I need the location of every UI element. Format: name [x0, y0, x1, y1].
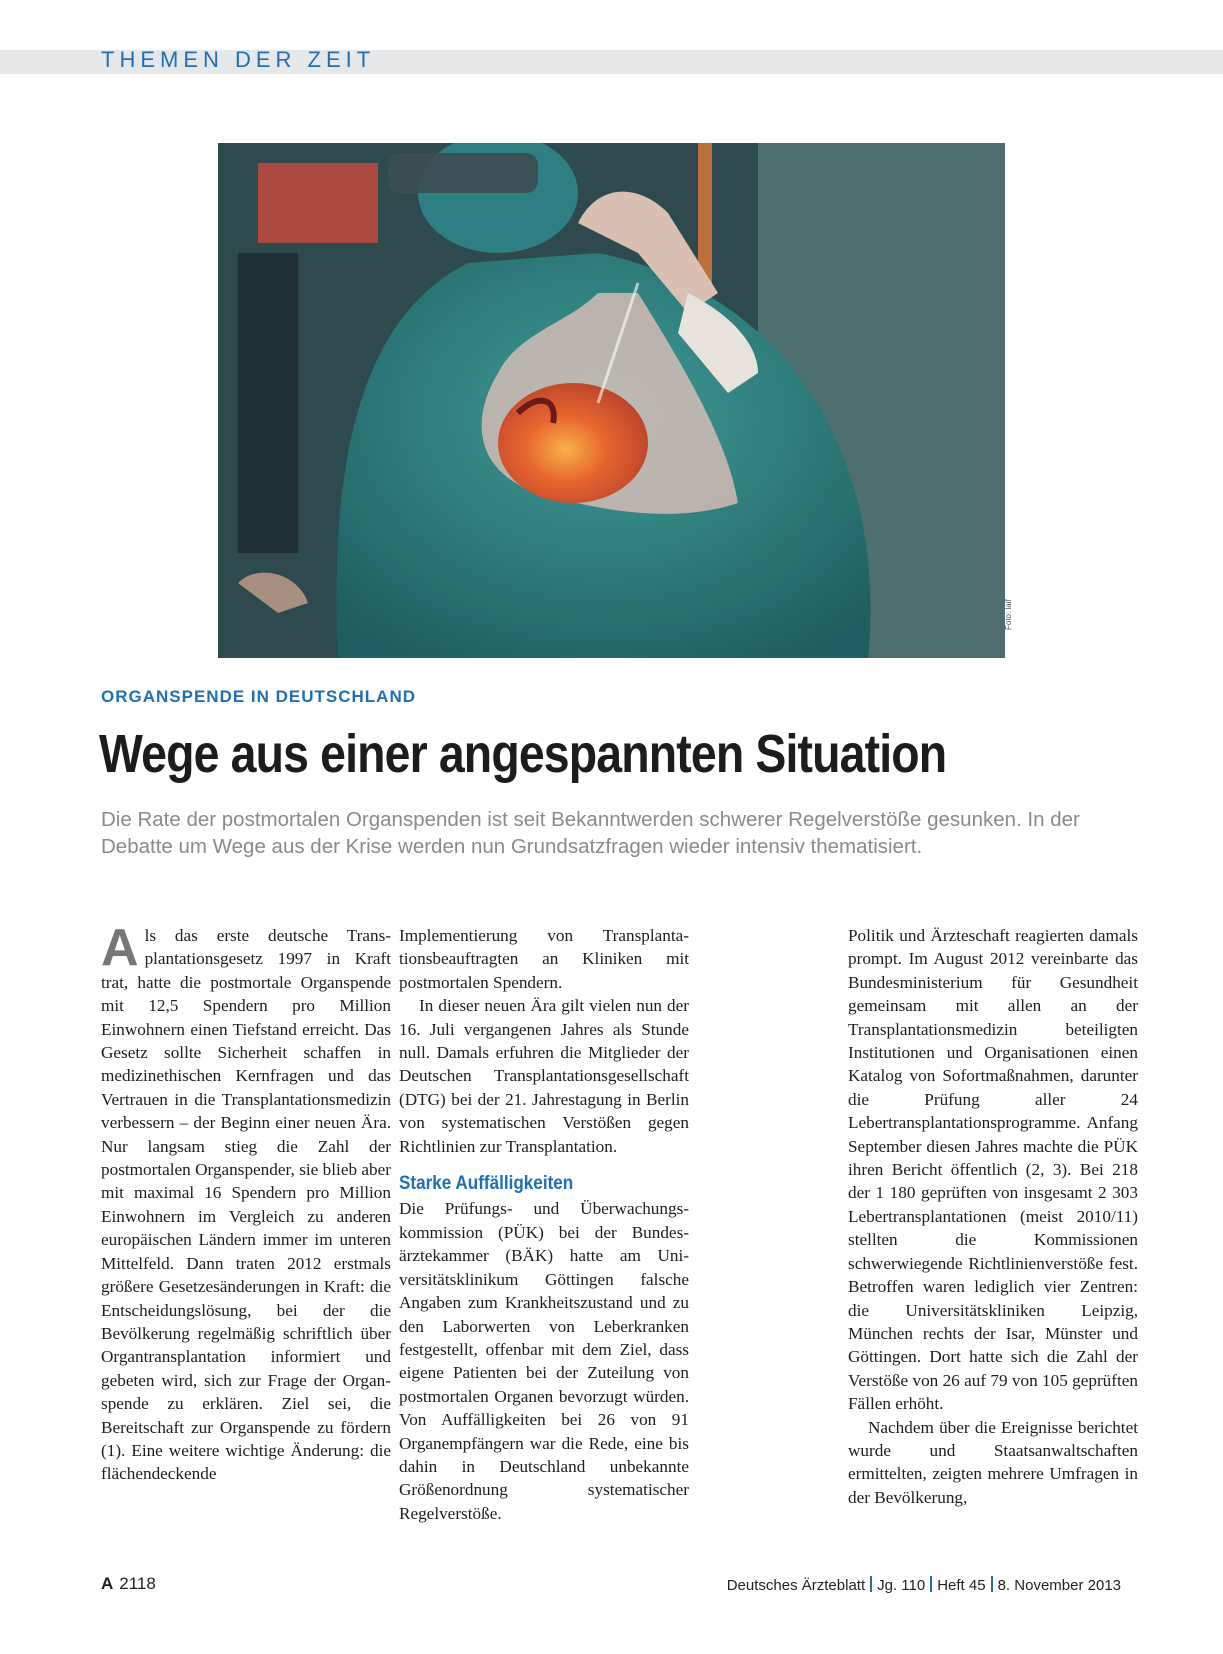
journal-name: Deutsches Ärzteblatt	[726, 1577, 866, 1594]
journal-date: 8. November 2013	[997, 1577, 1121, 1594]
section-label: THEMEN DER ZEIT	[101, 47, 376, 72]
body-paragraph: Politik und Ärzteschaft reagierten damals prompt. Im August 2012 vereinbarte das Bundesministerium für Gesundheit gemeinsam mit allen an der Transplantationsmedizin beteiligten Institutionen und Organisationen einen Katalog von Sofortmaßnahmen, darunter die Prüfung aller 24 Lebertransplantationsprogramme. Anfang September diesen Jahres machte die PÜK ihren Bericht öffentlich (2, 3). Bei 218 der 1 180 geprüften von insgesamt 2 303 Lebertransplantationen (meist 2010/11) stellten die Kommissionen schwerwiegende Richtlinienverstöße fest. Betroffen waren lediglich vier Zentren: die Universitätskliniken Leipzig, München rechts der Isar, Münster und Göttingen. Dort hatte sich die Zahl der Verstöße von 26 auf 79 von 105 geprüften Fällen erhöht.	[848, 926, 1138, 1414]
body-paragraph: In dieser neuen Ära gilt vielen nun der 16. Juli vergangenen Jahres als Stunde null. Damals erfuhren die Mitglieder der Deutschen Transplantationsgesellschaft (DTG) bei der 21. Jahrestagung in Berlin von systematischen Verstößen gegen Richtlinien zur Transplantation.	[399, 996, 689, 1156]
paragraph-text: ls das erste deutsche Transplantationsgesetz 1997 in Kraft trat, hatte die postmortale Organspende mit 12,5 Spendern pro Million Einwohnern einen Tiefstand erreicht. Das Gesetz sollte Sicherheit schaffen in medizinethischen Kernfragen und das Vertrauen in die Transplantationsmedizin verbessern – der Beginn einer neuen Ära. Nur langsam stieg die Zahl der postmortalen Organspender, sie blieb aber mit maximal 16 Spendern pro Million Einwohnern im Vergleich zu anderen europäischen Ländern immer im unteren Mittelfeld. Dann traten 2012 erstmals größere Gesetzesänderungen in Kraft: die Entscheidungslösung, bei der die Bevölkerung regelmäßig schriftlich über Organtransplantation informiert und gebeten wird, sich zur Frage der Organspende zu erklären. Ziel sei, die Bereitschaft zur Organspende zu fördern (1). Eine weitere wichtige Änderung: die flächendeckende	[101, 926, 391, 1484]
drop-cap: A	[101, 919, 139, 977]
body-paragraph: Nachdem über die Ereignisse berichtet wurde und Staatsanwaltschaften ermittelten, zeigten mehrere Umfragen in der Bevölkerung,	[848, 1417, 1138, 1507]
text-column-3	[848, 924, 1138, 1509]
body-paragraph: Die Prüfungs- und Überwachungskommission (PÜK) bei der Bundesärztekammer (BÄK) hatte am Universitätsklinikum Göttingen falsche Angaben zum Krankheitszustand und zu den Laborwerten von Leberkranken festgestellt, offenbar mit dem Ziel, dass eigene Patienten bei der Zuteilung von postmortalen Organen bevorzugt würden. Von Auffälligkeiten bei 26 von 91 Organempfängern war die Rede, eine bis dahin in Deutschland unbekannte Größenordnung systematischer Regelverstöße.	[399, 1199, 689, 1523]
page-number-value: 2118	[119, 1574, 156, 1593]
lead-paragraph: Die Rate der postmortalen Organspenden ist seit Bekanntwerden schwerer Regelverstöße gesunken. In der Debatte um Wege aus der Krise werden nun Grundsatzfragen wieder intensiv thematisiert.	[101, 808, 1080, 858]
journal-info	[727, 1576, 1121, 1594]
page-number	[101, 1574, 156, 1594]
photo-credit: Foto: laif	[1004, 599, 1013, 630]
page-prefix: A	[101, 1574, 114, 1593]
separator	[870, 1576, 872, 1592]
subheading: Starke Auffälligkeiten	[399, 1173, 574, 1195]
journal-volume: Jg. 110	[877, 1577, 926, 1594]
journal-issue: Heft 45	[937, 1577, 986, 1594]
article-photo	[218, 143, 1005, 658]
text-column-1	[101, 919, 391, 1486]
kicker: ORGANSPENDE IN DEUTSCHLAND	[101, 687, 417, 706]
separator	[991, 1576, 993, 1592]
body-paragraph: Implementierung von Transplantationsbeauftragten an Kliniken mit postmortalen Spendern.	[399, 926, 689, 992]
body-paragraph	[101, 919, 391, 1486]
text-column-2	[399, 924, 689, 1525]
separator	[930, 1576, 932, 1592]
surgeon-holding-organ-bag-icon	[218, 143, 1005, 658]
headline: Wege aus einer angespannten Situation	[99, 724, 947, 784]
